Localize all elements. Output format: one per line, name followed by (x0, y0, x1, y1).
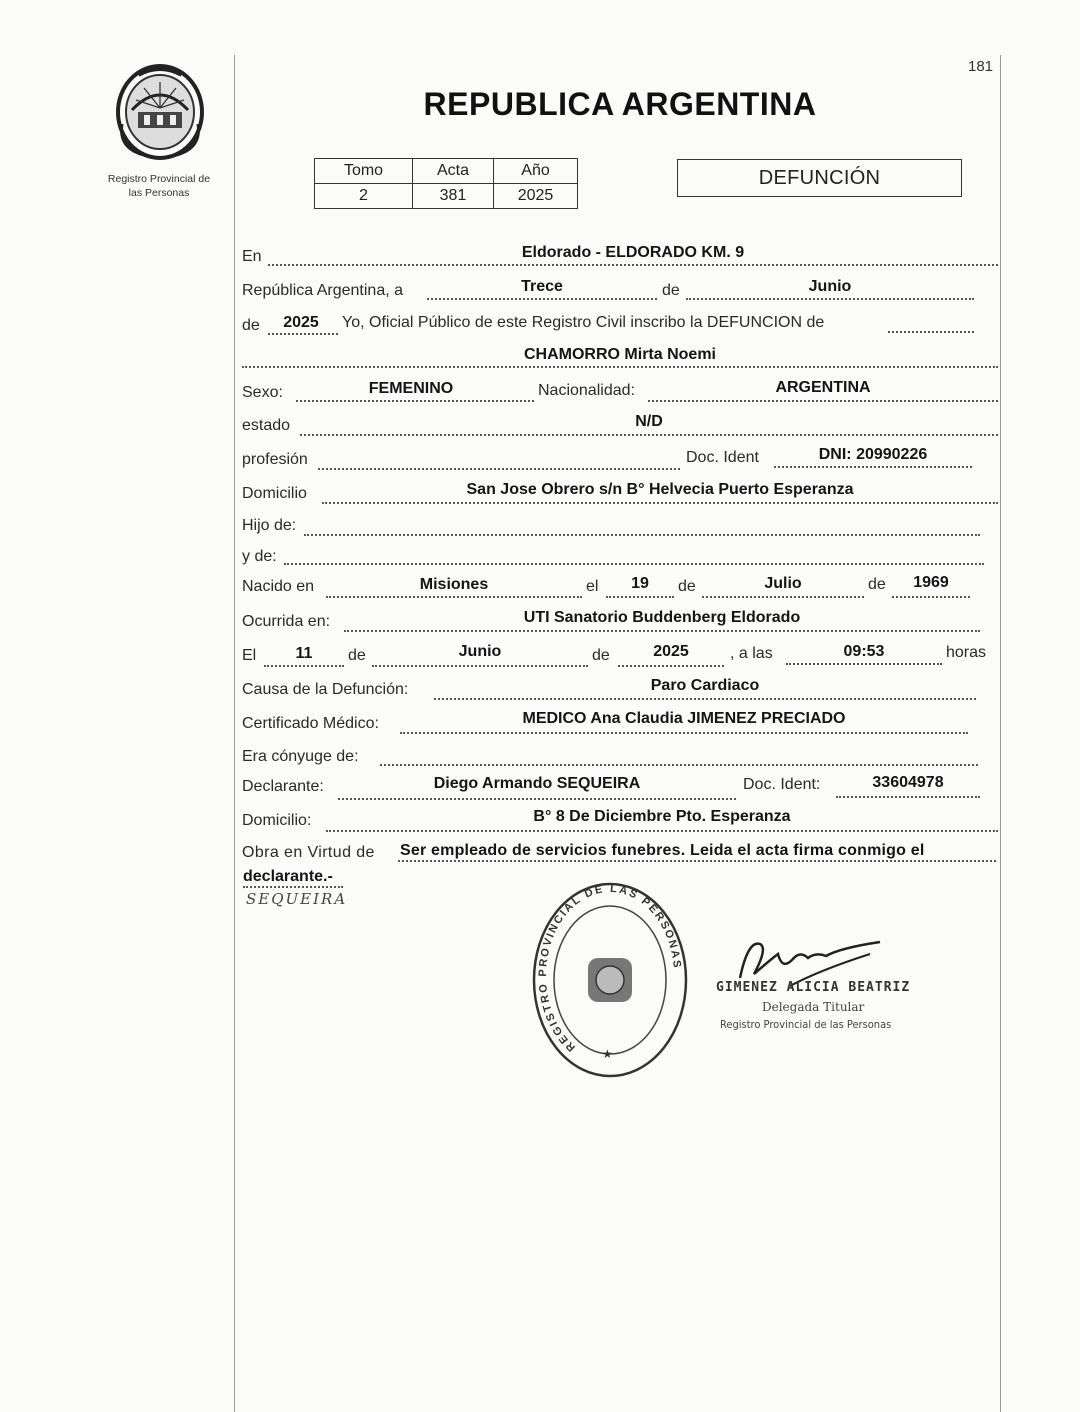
def-hora-line (786, 663, 942, 665)
doc-label: Doc. Ident (686, 449, 759, 466)
certificado-line (400, 732, 968, 734)
obra-value: Ser empleado de servicios funebres. Leida el acta firma conmigo el (400, 842, 925, 859)
def-de1-label: de (348, 647, 366, 664)
nacido-anio-value: 1969 (913, 574, 949, 591)
place-value: Eldorado - ELDORADO KM. 9 (521, 244, 745, 261)
tomo-header: Tomo (315, 159, 413, 184)
profesion-line (318, 468, 680, 470)
nacido-dia-value: 19 (631, 575, 649, 592)
domicilio2-line (326, 830, 998, 832)
month-value: Junio (808, 278, 852, 295)
deceased-name-line (242, 366, 998, 368)
certificado-value: MEDICO Ana Claudia JIMENEZ PRECIADO (522, 710, 846, 727)
page-number: 181 (968, 58, 994, 75)
official-name: GIMENEZ ALICIA BEATRIZ (716, 980, 911, 995)
year-line (268, 333, 338, 335)
statement-text: Yo, Oficial Público de este Registro Civil inscribo la DEFUNCION de (342, 314, 825, 331)
anio-value: 2025 (494, 184, 578, 209)
domicilio-value: San Jose Obrero s/n B° Helvecia Puerto Esperanza (466, 481, 854, 498)
declarante-label: Declarante: (242, 778, 324, 795)
sexo-value: FEMENINO (368, 380, 454, 397)
conyuge-line (380, 764, 978, 766)
def-de2-label: de (592, 647, 610, 664)
domicilio-line (322, 502, 998, 504)
en-label: En (242, 248, 262, 265)
ocurrida-line (344, 630, 980, 632)
certificado-label: Certificado Médico: (242, 715, 379, 732)
record-table-header-row (315, 159, 578, 184)
year-value: 2025 (283, 314, 319, 331)
nacido-de2-label: de (868, 576, 886, 593)
def-hora-value: 09:53 (843, 643, 885, 660)
declarant-signature: SEQUEIRA (246, 890, 348, 908)
el-label: el (586, 578, 599, 595)
sexo-label: Sexo: (242, 384, 283, 401)
nacido-mes-value: Julio (764, 575, 802, 592)
def-anio-line (618, 665, 724, 667)
def-mes-value: Junio (458, 643, 502, 660)
record-table (314, 158, 578, 209)
obra-value-2: declarante.- (243, 868, 333, 885)
svg-text:REGISTRO PROVINCIAL DE LAS PER: REGISTRO PROVINCIAL DE LAS PERSONAS (536, 882, 683, 1054)
left-margin-line (234, 55, 235, 1412)
provincial-seal-icon (108, 60, 212, 164)
estado-value: N/D (635, 413, 663, 430)
tomo-value: 2 (315, 184, 413, 209)
registry-label (92, 172, 226, 200)
official-org: Registro Provincial de las Personas (720, 1018, 892, 1031)
de-label-1: de (662, 282, 680, 299)
nacido-anio-line (892, 596, 970, 598)
causa-value: Paro Cardiaco (650, 677, 760, 694)
right-margin-line (1000, 55, 1001, 1412)
declarante-value: Diego Armando SEQUEIRA (433, 775, 641, 792)
nacido-mes-line (702, 596, 864, 598)
registry-label-line2: las Personas (128, 187, 190, 199)
conyuge-label: Era cónyuge de: (242, 748, 359, 765)
official-role: Delegada Titular (762, 1000, 865, 1014)
profesion-label: profesión (242, 451, 308, 468)
def-dia-line (264, 665, 344, 667)
def-mes-line (372, 665, 588, 667)
ocurrida-label: Ocurrida en: (242, 613, 331, 630)
obra-line (398, 860, 996, 862)
nacido-dia-line (606, 596, 674, 598)
day-word-value: Trece (521, 278, 563, 295)
def-anio-value: 2025 (653, 643, 689, 660)
hijo-line (304, 534, 980, 536)
yde-label: y de: (242, 548, 277, 565)
nacido-label: Nacido en (242, 578, 315, 595)
domicilio-label: Domicilio (242, 485, 307, 502)
record-table-value-row (315, 184, 578, 209)
yde-line (284, 563, 984, 565)
obra-label: Obra en Virtud de (242, 844, 375, 861)
nacionalidad-value: ARGENTINA (775, 379, 871, 396)
estado-label: estado (242, 417, 291, 434)
causa-label: Causa de la Defunción: (242, 681, 409, 698)
sexo-line (296, 400, 534, 402)
nacido-de1-label: de (678, 578, 696, 595)
nacionalidad-line (648, 400, 998, 402)
month-line (686, 298, 974, 300)
doc-value: DNI: 20990226 (818, 446, 928, 463)
def-dia-value: 11 (295, 645, 313, 662)
anio-header: Año (494, 159, 578, 184)
horas-label: horas (946, 644, 987, 661)
deceased-name-value: CHAMORRO Mirta Noemi (523, 346, 716, 363)
causa-line (434, 698, 976, 700)
domicilio2-value: B° 8 De Diciembre Pto. Esperanza (533, 808, 791, 825)
record-kind-box: DEFUNCIÓN (677, 159, 962, 197)
ocurrida-value: UTI Sanatorio Buddenberg Eldorado (523, 609, 801, 626)
nacido-lugar-line (326, 596, 582, 598)
obra-line-2 (243, 886, 343, 888)
doc2-line (836, 796, 980, 798)
doc2-label: Doc. Ident: (743, 776, 821, 793)
official-round-stamp-icon (530, 880, 690, 1080)
nacionalidad-label: Nacionalidad: (538, 382, 635, 399)
alas-label: , a las (730, 645, 773, 662)
registry-label-line1: Registro Provincial de (107, 173, 211, 185)
doc-line (774, 466, 972, 468)
day-word-line (427, 298, 657, 300)
domicilio2-label: Domicilio: (242, 812, 312, 829)
nacido-lugar-value: Misiones (419, 576, 489, 593)
place-line (268, 264, 998, 266)
acta-value: 381 (413, 184, 494, 209)
statement-line (888, 331, 974, 333)
declarante-line (338, 798, 736, 800)
estado-line (300, 434, 998, 436)
republica-label: República Argentina, a (242, 282, 403, 299)
hijo-label: Hijo de: (242, 517, 297, 534)
doc2-value: 33604978 (872, 774, 944, 791)
acta-header: Acta (413, 159, 494, 184)
year-prefix-label: de (242, 317, 260, 334)
El-label: El (242, 647, 257, 664)
page-title: REPUBLICA ARGENTINA (423, 86, 817, 122)
svg-text:★: ★ (602, 1047, 613, 1061)
